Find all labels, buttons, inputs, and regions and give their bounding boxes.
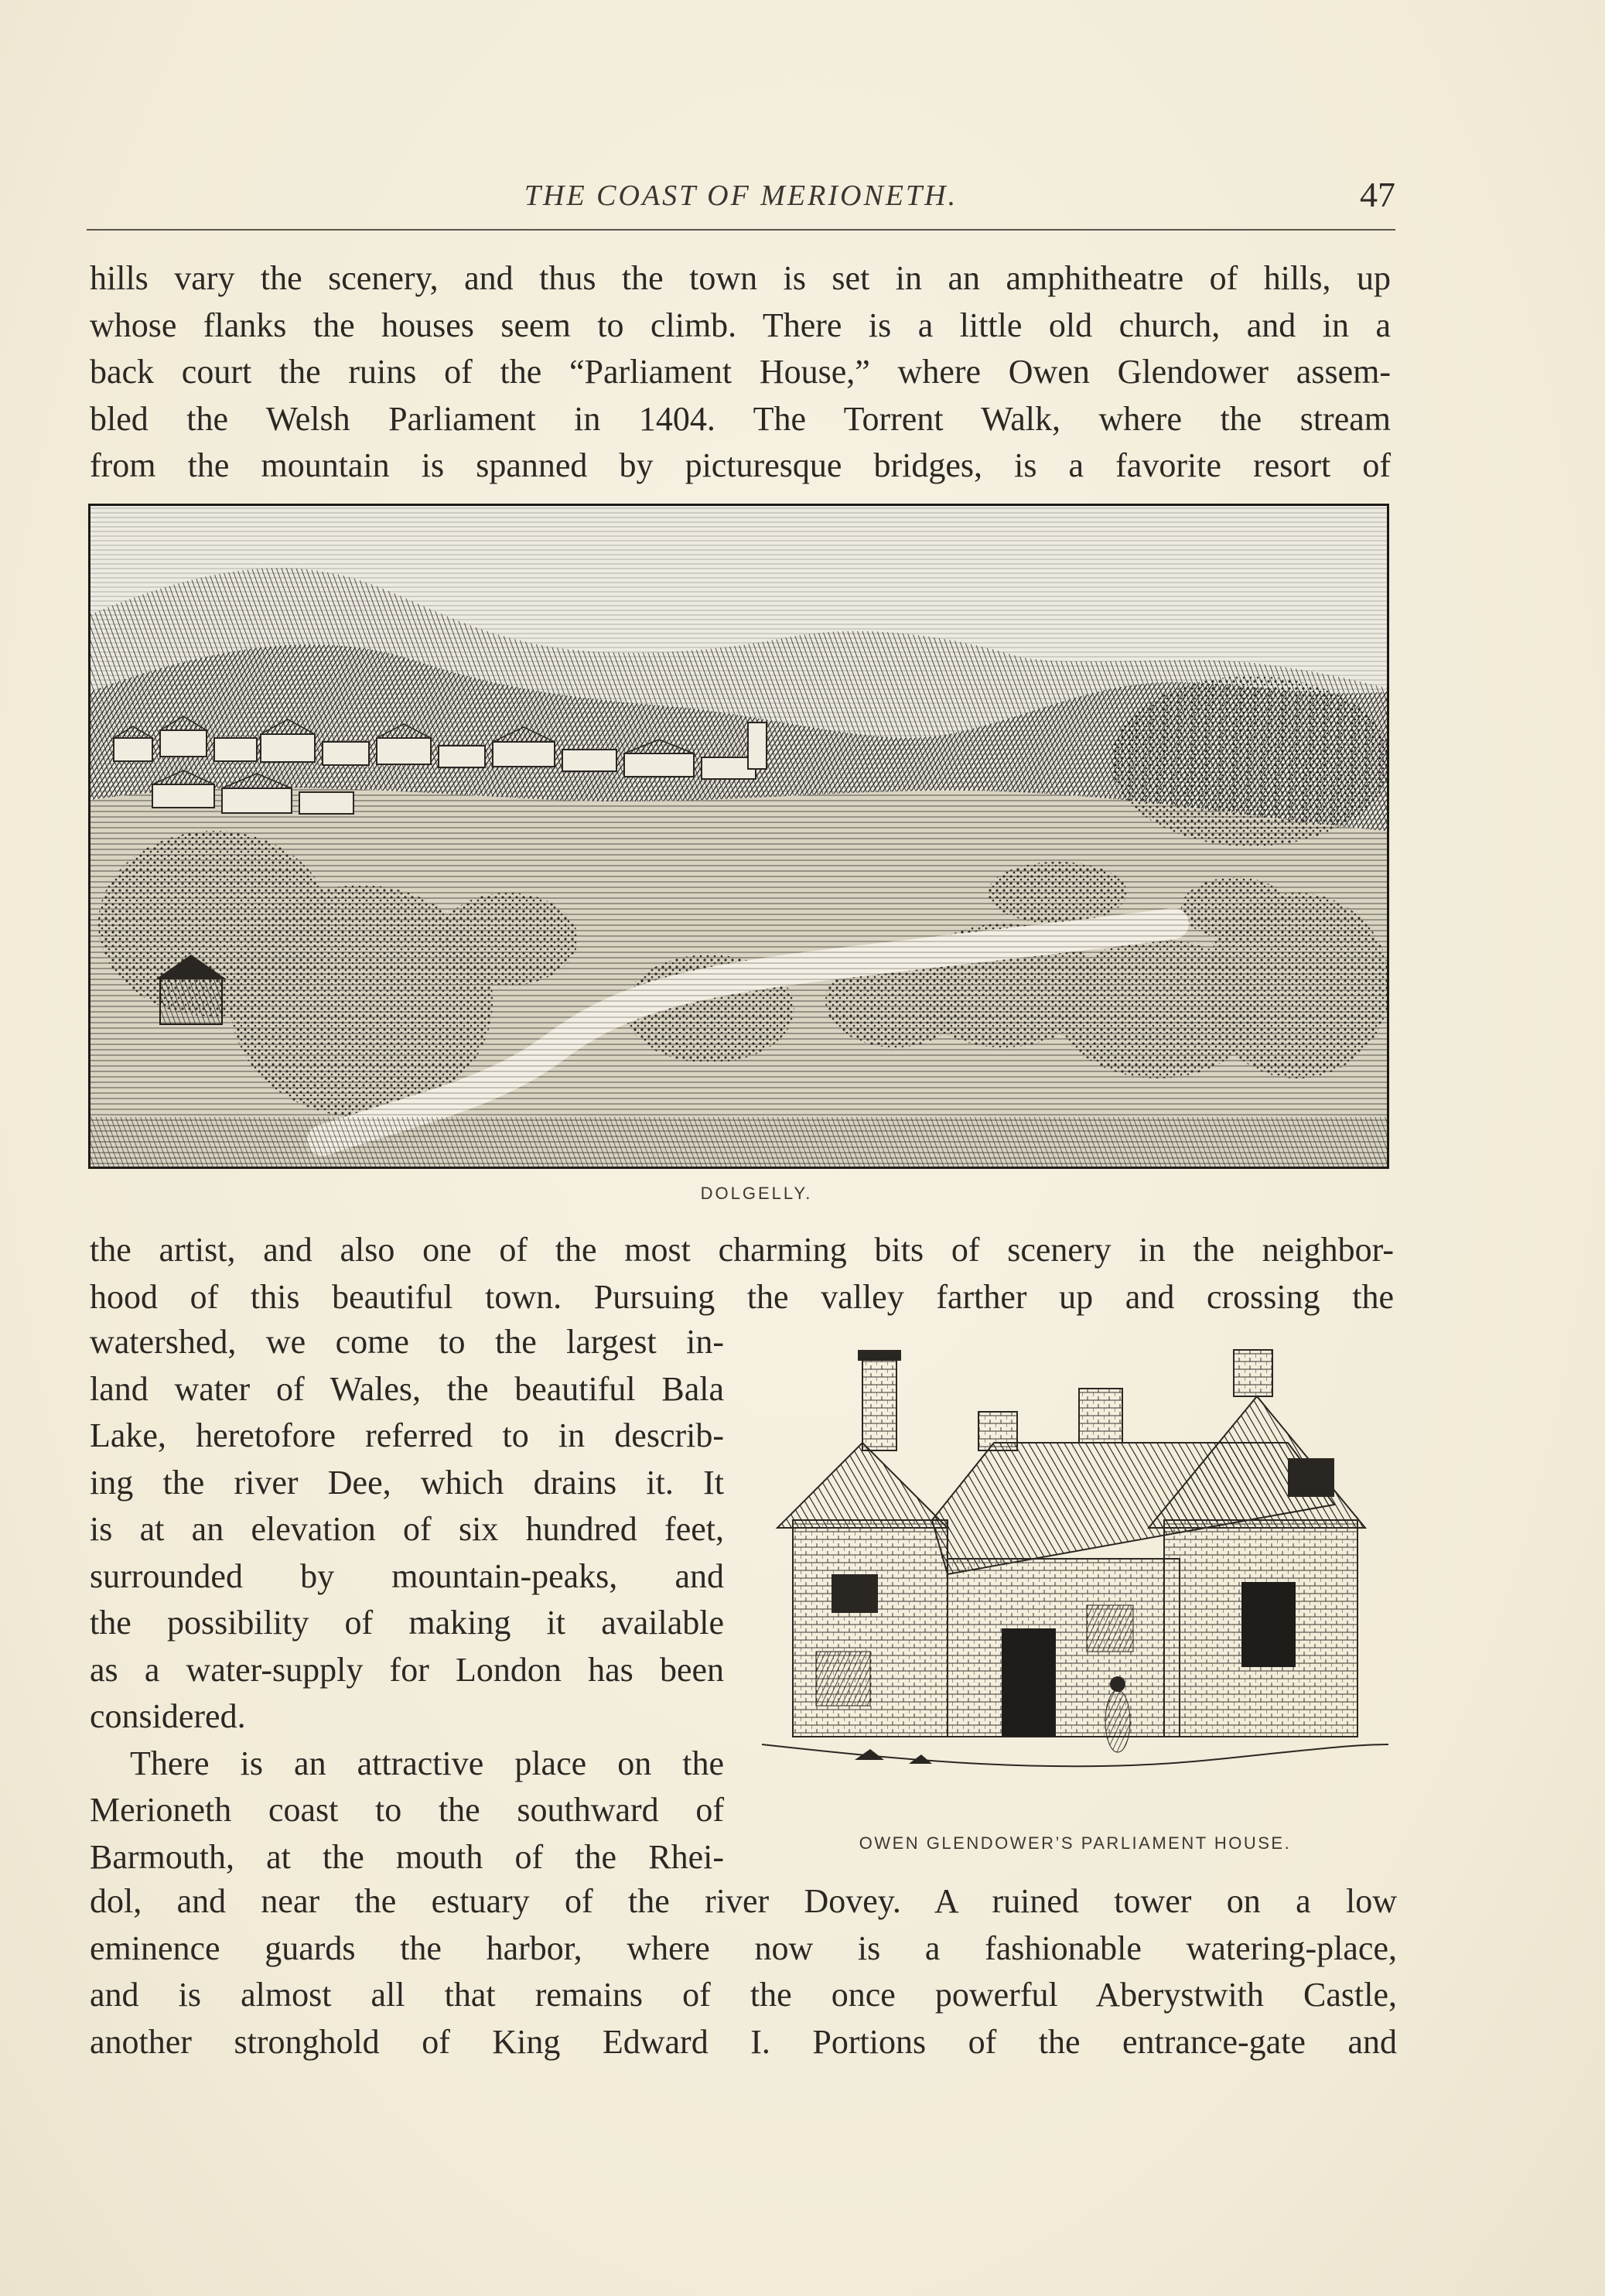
text-line: another stronghold of King Edward I. Portions of the entrance-gate and: [90, 2022, 1397, 2061]
text-line: whose flanks the houses seem to climb. There is a little old church, and in a: [90, 306, 1391, 344]
text-line: watershed, we come to the largest in-: [90, 1323, 724, 1361]
text-line: the possibility of making it available: [90, 1604, 724, 1642]
dolgelly-engraving: [88, 504, 1389, 1169]
text-line: dol, and near the estuary of the river Dovey. A ruined tower on a low: [90, 1882, 1397, 1920]
text-line: back court the ruins of the “Parliament House,” where Owen Glendower assem-: [90, 353, 1391, 391]
text-line: ing the river Dee, which drains it. It: [90, 1463, 724, 1502]
paragraph-middle: [90, 1227, 1394, 1321]
text-line: is at an elevation of six hundred feet,: [90, 1510, 724, 1548]
text-line: and is almost all that remains of the once powerful Aberystwith Castle,: [90, 1976, 1397, 2014]
text-line: from the mountain is spanned by picturesque bridges, is a favorite resort of: [90, 446, 1391, 484]
text-line: surrounded by mountain-peaks, and: [90, 1556, 724, 1595]
text-line: Barmouth, at the mouth of the Rhei-: [90, 1837, 724, 1876]
text-line: land water of Wales, the beautiful Bala: [90, 1369, 724, 1408]
text-line: bled the Welsh Parliament in 1404. The Torrent Walk, where the stream: [90, 399, 1391, 438]
parliament-house-engraving: [746, 1327, 1396, 1806]
left-column-text: [90, 1319, 724, 1881]
page-number: 47: [1360, 175, 1395, 214]
text-line: eminence guards the harbor, where now is a fashionable watering-place,: [90, 1929, 1397, 1967]
figure-caption-dolgelly: DOLGELLY.: [700, 1184, 813, 1203]
figure-caption-parliament-house: OWEN GLENDOWER’S PARLIAMENT HOUSE.: [859, 1833, 1292, 1853]
header-rule: [87, 229, 1395, 231]
text-line: hills vary the scenery, and thus the town is set in an amphitheatre of hills, up: [90, 259, 1391, 297]
paragraph-bottom: [90, 1878, 1397, 2065]
text-line: the artist, and also one of the most charming bits of scenery in the neighbor-: [90, 1231, 1394, 1269]
running-title: THE COAST OF MERIONETH.: [524, 179, 958, 212]
text-line: considered.: [90, 1697, 246, 1735]
text-line: Merioneth coast to the southward of: [90, 1791, 724, 1829]
text-line: Lake, heretofore referred to in describ-: [90, 1416, 724, 1454]
text-line: as a water-supply for London has been: [90, 1650, 724, 1689]
text-line: There is an attractive place on the: [130, 1744, 724, 1782]
text-line: hood of this beautiful town. Pursuing the valley farther up and crossing the: [90, 1277, 1394, 1316]
running-head: [87, 174, 1395, 220]
paragraph-top: [90, 255, 1391, 490]
